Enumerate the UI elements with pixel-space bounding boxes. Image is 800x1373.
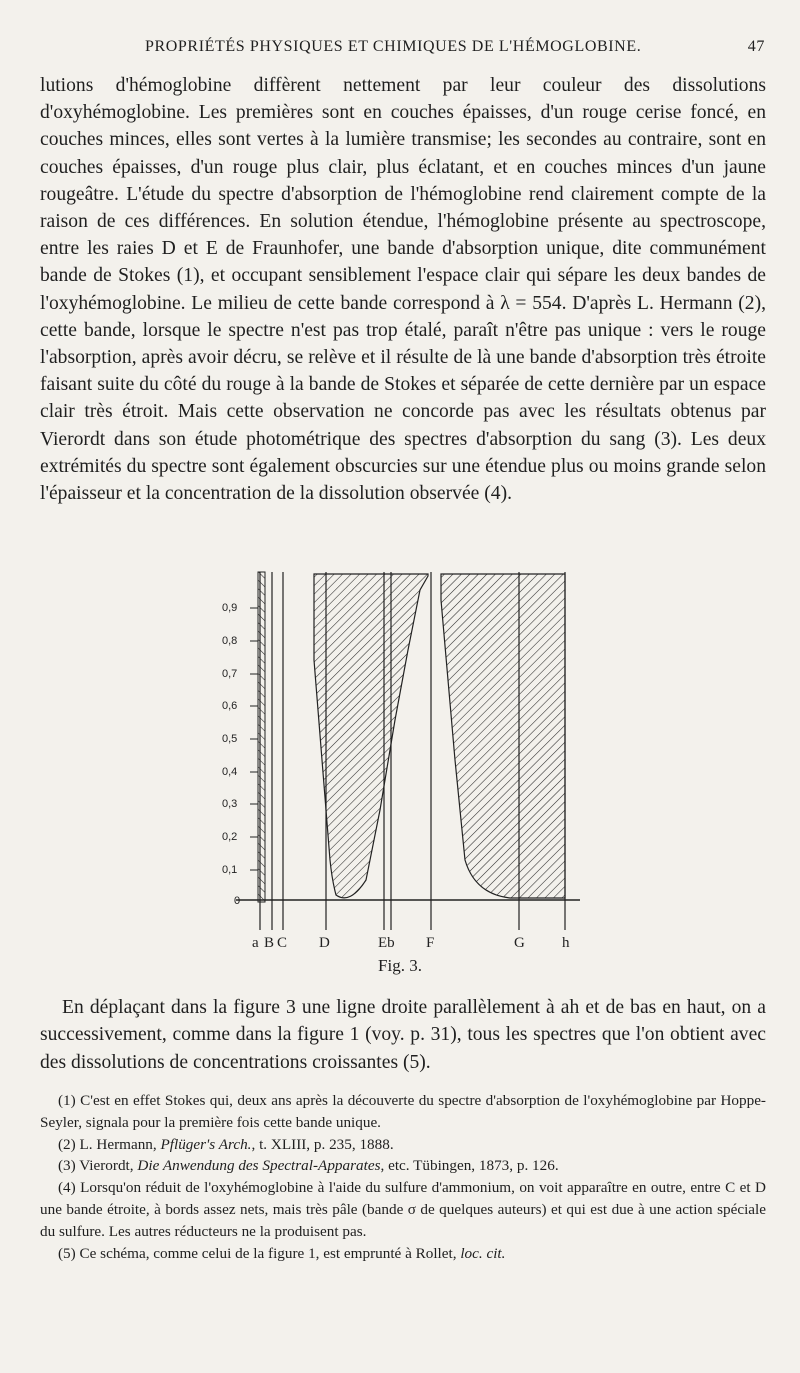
footnote-2 [40, 1134, 766, 1156]
scale-bar [258, 572, 265, 902]
paragraph-2: En déplaçant dans la figure 3 une ligne droite parallèlement à ah et de bas en haut, on a successivement, comme dans la figure 1 (voy. p. 31), tous les spectres que l'on obtient avec des dissolutions de concentrations croissantes (5). [40, 997, 766, 1073]
scale-tick-0-8: 0,8 [222, 635, 238, 647]
scale-tick-0-5: 0,5 [222, 733, 238, 745]
running-head-title: PROPRIÉTÉS PHYSIQUES ET CHIMIQUES DE L'HÉMOGLOBINE. [145, 38, 642, 55]
stokes-band-region [314, 574, 428, 898]
scale-tick-0-1: 0,1 [222, 864, 238, 876]
footnote-3-post: , etc. Tübingen, 1873, p. 126. [380, 1157, 559, 1175]
figure-3 [0, 560, 800, 990]
footnote-2-journal: Pflüger's Arch. [160, 1135, 252, 1153]
footnote-5-ref: loc. cit. [460, 1244, 506, 1262]
footnote-1: (1) C'est en effet Stokes qui, deux ans après la découverte du spectre d'absorption de l'oxyhémoglobine par Hoppe-Seyler, signala pour la première fois cette bande unique. [40, 1092, 766, 1131]
scale-tick-0-3: 0,3 [222, 798, 238, 810]
figure-caption: Fig. 3. [378, 956, 422, 975]
footnote-3-title: Die Anwendung des Spectral-Apparates [137, 1157, 381, 1175]
scale-tick-0-7: 0,7 [222, 668, 238, 680]
footnote-2-pre: (2) L. Hermann, [58, 1135, 161, 1153]
page-number: 47 [747, 38, 765, 55]
absorption-spectrum-diagram [0, 560, 800, 960]
second-paragraph [40, 994, 766, 1076]
violet-absorption-region [441, 574, 565, 898]
line-label-Eb: Eb [378, 935, 395, 951]
line-label-a: a [252, 935, 259, 951]
line-label-G: G [514, 935, 525, 951]
paragraph-1: lutions d'hémoglobine diffèrent nettement par leur couleur des dissolutions d'oxyhémoglobine. Les premières sont en couches épaisses, d'un rouge cerise foncé, en couches minces, elles sont vertes à la lumière transmise; les secondes au contraire, sont en couches épaisses, d'un rouge plus clair, plus éclatant, et en couches minces d'un jaune rougeâtre. L'étude du spectre d'absorption de l'hémoglobine rend clairement compte de la raison de ces différences. En solution étendue, l'hémoglobine présente au spectroscope, entre les raies D et E de Fraunhofer, une bande d'absorption unique, dite communément bande de Stokes (1), et occupant sensiblement l'espace clair qui sépare les deux bandes de l'oxyhémoglobine. Le milieu de cette bande correspond à λ = 554. D'après L. Hermann (2), cette bande, lorsque le spectre n'est pas trop étalé, paraît n'être pas unique : vers le rouge l'absorption, après avoir décru, se relève et il résulte de là une bande d'absorption très étroite faisant suite du côté du rouge à la bande de Stokes et séparée de cette dernière par un espace clair très étroit. Mais cette observation ne concorde pas avec les résultats obtenus par Vierordt dans son étude photométrique des spectres d'absorption du sang (3). Les deux extrémités du spectre sont également obscurcies sur une étendue plus ou moins grande selon l'épaisseur et la concentration de la dissolution observée (4). [40, 75, 766, 505]
scale-tick-0-2: 0,2 [222, 831, 238, 843]
scale-tick-0-6: 0,6 [222, 700, 238, 712]
scale-tick-0-4: 0,4 [222, 766, 238, 778]
footnote-2-post: , t. XLIII, p. 235, 1888. [251, 1135, 394, 1153]
footnote-3 [40, 1155, 766, 1177]
line-label-D: D [319, 935, 330, 951]
main-paragraph [40, 72, 766, 507]
footnote-3-pre: (3) Vierordt, [58, 1157, 138, 1175]
scale-tick-0-9: 0,9 [222, 602, 238, 614]
line-label-B: B [264, 935, 275, 951]
line-label-C: C [277, 935, 288, 951]
footnotes [40, 1090, 766, 1264]
scale-tick-0: 0 [234, 895, 241, 907]
line-label-h: h [562, 935, 570, 951]
footnote-5 [40, 1243, 766, 1265]
footnote-4: (4) Lorsqu'on réduit de l'oxyhémoglobine à l'aide du sulfure d'ammonium, on voit apparaître en outre, entre C et D une bande étroite, à bords assez nets, mais très pâle (bande σ de quelques auteurs) et qui est due à une action spéciale du sulfure. Les autres réducteurs ne la produisent pas. [40, 1179, 766, 1240]
footnote-5-pre: (5) Ce schéma, comme celui de la figure 1, est emprunté à Rollet, [58, 1244, 461, 1262]
line-label-F: F [426, 935, 435, 951]
